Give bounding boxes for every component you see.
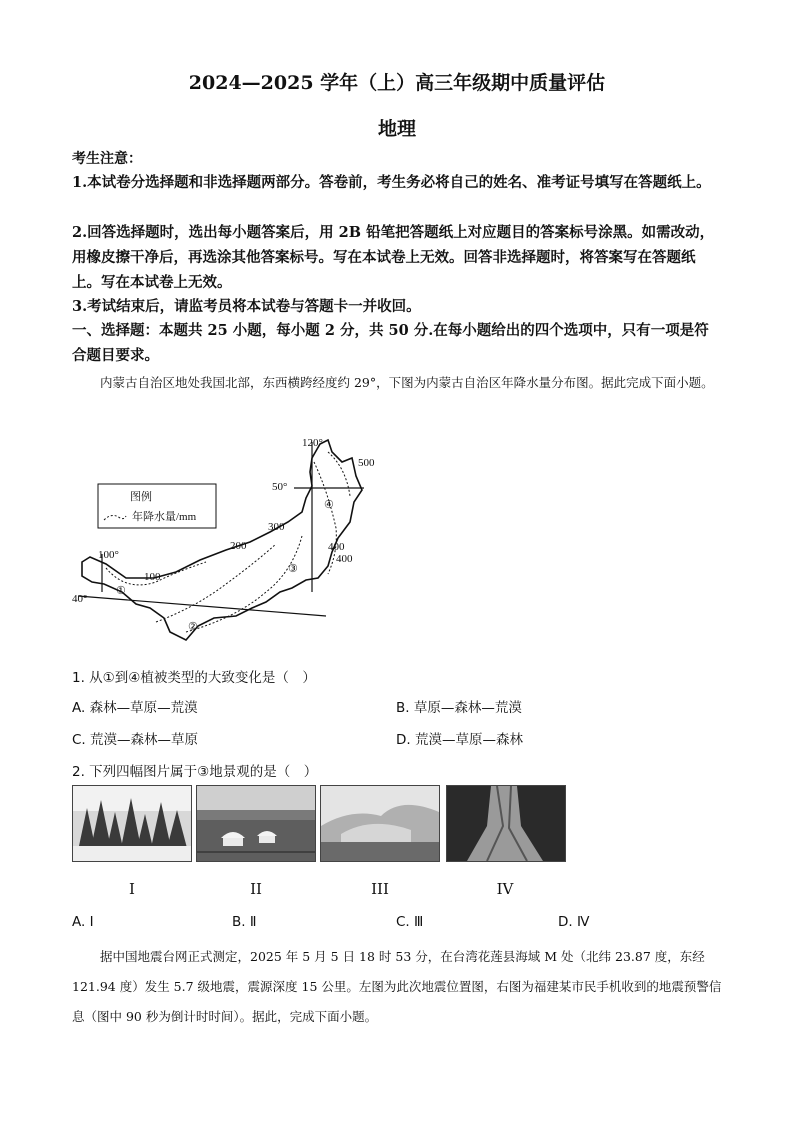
label-lon-100: 100° — [98, 549, 119, 561]
question-1-stem: 1. 从①到④植被类型的大致变化是（ ） — [72, 670, 316, 686]
photo-label-iii: III — [371, 880, 389, 898]
notice-item-2: 2.回答选择题时，选出每小题答案后，用 2B 铅笔把答题纸上对应题目的答案标号涂黑。如需改动，用橡皮擦干净后，再选涂其他答案标号。写在本试卷上无效。回答非选择题时，将答案写在答题纸上。写在本试卷上无效。 — [72, 224, 715, 291]
label-iso-300: 300 — [268, 521, 285, 533]
intro-paragraph-2: 据中国地震台网正式测定，2025 年 5 月 5 日 18 时 53 分，在台湾花莲县海域 M 处（北纬 23.87 度，东经 121.94 度）发生 5.7 级地震，震源深度 15 公里。左图为此次地震位置图，右图为福建某市民手机收到的地震预警信息（图中 90 秒为倒计时时间）。据此，完成下面小题。 — [72, 949, 722, 1024]
q2-option-c[interactable]: C. Ⅲ — [396, 914, 424, 930]
q1-option-c[interactable]: C. 荒漠—森林—草原 — [72, 732, 199, 748]
photo-i-snowy-forest — [72, 785, 192, 862]
q2-option-a[interactable]: A. Ⅰ — [72, 914, 94, 930]
photo-label-iv: IV — [496, 880, 514, 898]
q1-option-a[interactable]: A. 森林—草原—荒漠 — [72, 700, 198, 716]
photo-iv-tree-trunk — [446, 785, 566, 862]
notice-item-3: 3.考试结束后，请监考员将本试卷与答题卡一并收回。 — [72, 298, 421, 315]
label-iso-100: 100 — [144, 571, 161, 583]
label-lat-50: 50° — [272, 481, 288, 493]
q1-option-d[interactable]: D. 荒漠—草原—森林 — [396, 732, 523, 748]
label-iso-400b: 400 — [336, 553, 353, 565]
q1-option-b[interactable]: B. 草原—森林—荒漠 — [396, 700, 522, 716]
label-lon-120: 120° — [302, 437, 323, 449]
photo-iii-desert-dunes — [320, 785, 440, 862]
q2-option-b[interactable]: B. Ⅱ — [232, 914, 257, 930]
subject-title: 地理 — [377, 118, 416, 140]
legend-title: 图例 — [130, 491, 152, 503]
label-iso-400a: 400 — [328, 541, 345, 553]
region-marker-2: ② — [188, 621, 198, 633]
region-marker-4: ④ — [324, 499, 334, 511]
exam-title: 2024—2025 学年（上）高三年级期中质量评估 — [188, 72, 606, 94]
label-lat-40: 40° — [72, 593, 88, 605]
photo-label-i: I — [129, 880, 135, 898]
region-marker-3: ③ — [288, 563, 298, 575]
region-marker-1: ① — [116, 585, 126, 597]
label-iso-500: 500 — [358, 457, 375, 469]
section-heading: 一、选择题：本题共 25 小题，每小题 2 分，共 50 分.在每小题给出的四个选项中，只有一项是符合题目要求。 — [72, 322, 709, 364]
notice-item-1: 1.本试卷分选择题和非选择题两部分。答卷前，考生务必将自己的姓名、准考证号填写在答题纸上。 — [72, 174, 711, 191]
precipitation-map — [66, 432, 386, 652]
legend-label: 年降水量/mm — [132, 511, 197, 523]
intro-paragraph-1: 内蒙古自治区地处我国北部，东西横跨经度约 29°，下图为内蒙古自治区年降水量分布图。据此完成下面小题。 — [100, 375, 714, 390]
photo-ii-grassland-yurts — [196, 785, 316, 862]
q2-option-d[interactable]: D. Ⅳ — [558, 914, 590, 930]
notice-heading: 考生注意： — [72, 151, 142, 167]
inner-mongolia-outline — [82, 440, 362, 640]
label-iso-200: 200 — [230, 540, 247, 552]
photo-label-ii: II — [250, 880, 262, 898]
question-2-stem: 2. 下列四幅图片属于③地景观的是（ ） — [72, 764, 318, 780]
